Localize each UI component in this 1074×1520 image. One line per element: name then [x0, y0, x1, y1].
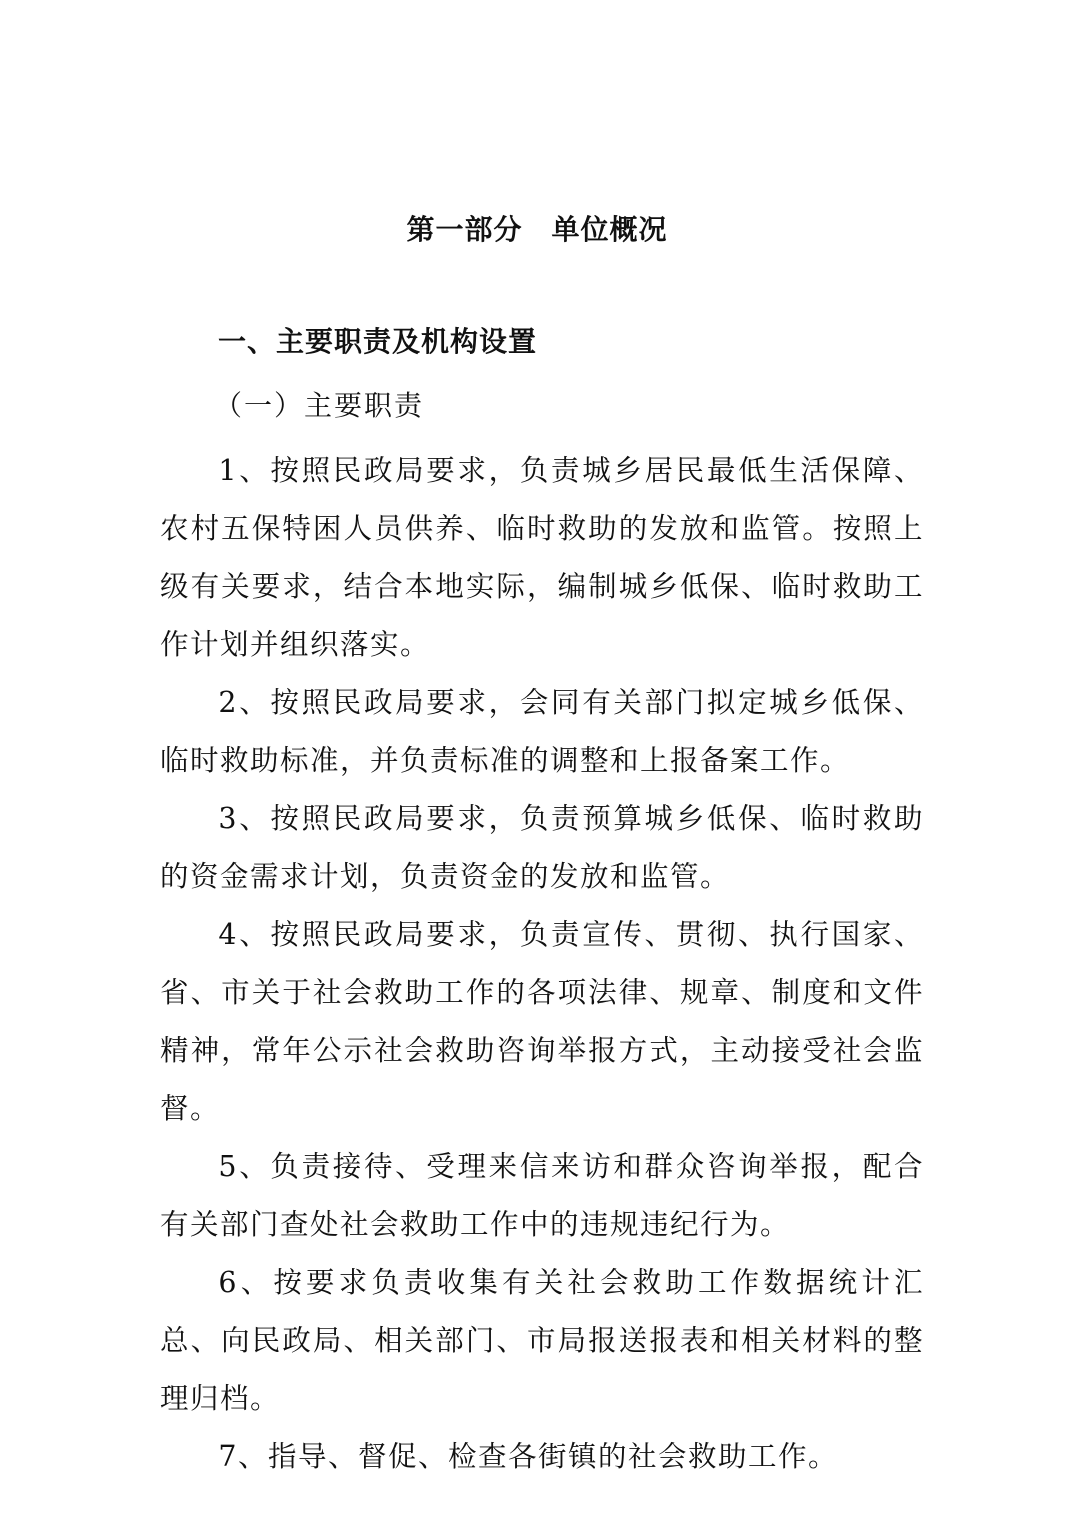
duty-paragraph-7: 7、指导、督促、检查各街镇的社会救助工作。	[218, 1440, 839, 1473]
duty-paragraph-6: 6、按要求负责收集有关社会救助工作数据统计汇总、向民政局、相关部门、市局报送报表和相关材料的整理归档。	[160, 1266, 924, 1415]
part-title: 第一部分 单位概况	[406, 213, 668, 246]
duty-paragraph-1: 1、按照民政局要求，负责城乡居民最低生活保障、农村五保特困人员供养、临时救助的发放和监管。按照上级有关要求，结合本地实际，编制城乡低保、临时救助工作计划并组织落实。	[160, 454, 924, 661]
sub-heading: （一）主要职责	[214, 389, 425, 422]
section-heading: 一、主要职责及机构设置	[218, 325, 538, 358]
duty-paragraph-3: 3、按照民政局要求，负责预算城乡低保、临时救助的资金需求计划，负责资金的发放和监管。	[160, 802, 924, 893]
duty-paragraph-4: 4、按照民政局要求，负责宣传、贯彻、执行国家、省、市关于社会救助工作的各项法律、规章、制度和文件精神，常年公示社会救助咨询举报方式，主动接受社会监督。	[160, 918, 924, 1125]
duty-paragraph-5: 5、负责接待、受理来信来访和群众咨询举报，配合有关部门查处社会救助工作中的违规违纪行为。	[160, 1150, 924, 1241]
duty-paragraph-2: 2、按照民政局要求，会同有关部门拟定城乡低保、临时救助标准，并负责标准的调整和上报备案工作。	[160, 686, 924, 777]
body-text	[160, 442, 924, 1486]
